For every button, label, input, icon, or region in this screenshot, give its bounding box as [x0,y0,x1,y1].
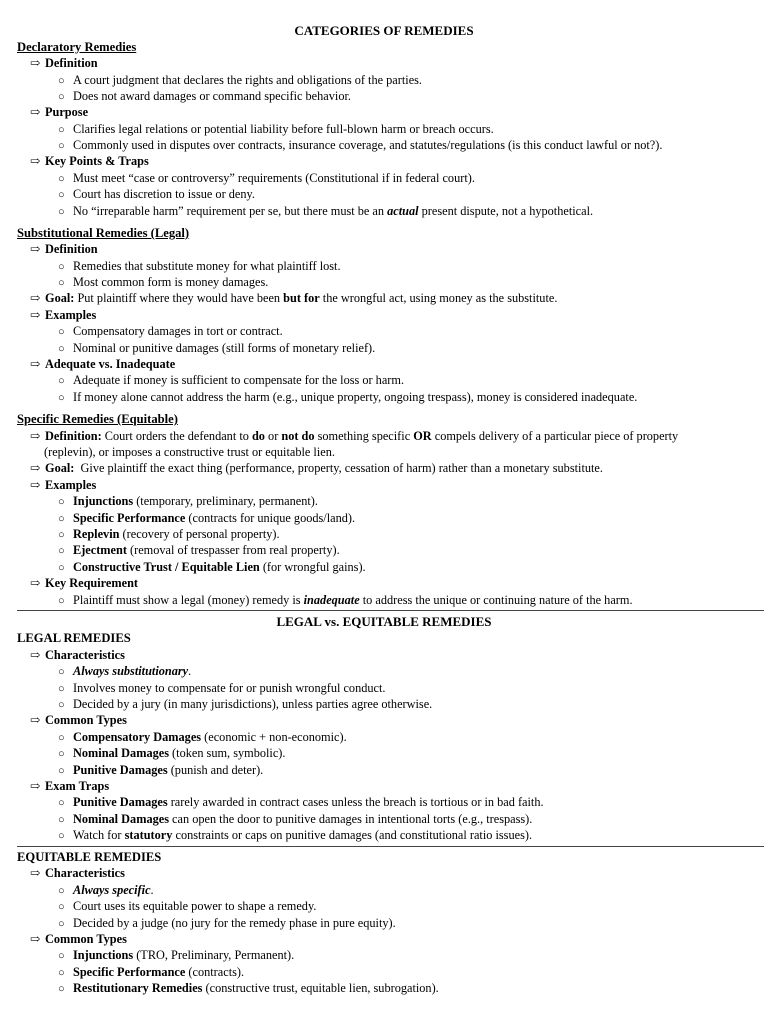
arrow-icon: ⇨ [30,105,41,119]
bullet-icon: ○ [58,666,65,678]
arrow-icon: ⇨ [30,478,41,492]
arrow-icon: ⇨ [30,461,41,475]
bullet-icon: ○ [58,830,65,842]
goal-line: ⇨ Goal: Give plaintiff the exact thing (performance, property, cessation of harm) rather than a monetary substitute. [30,461,603,475]
subheading-examples: ⇨ Examples [30,308,97,322]
bullet-icon: ○ [58,918,65,930]
section-heading-declaratory: Declaratory Remedies [17,40,137,54]
subheading-common-types: ⇨ Common Types [30,713,127,727]
list-item: ○ Always specific. [58,883,154,897]
subheading-characteristics: ⇨ Characteristics [30,648,125,662]
page-title: CATEGORIES OF REMEDIES [294,23,474,38]
bullet-icon: ○ [58,732,65,744]
section-heading-equitable: EQUITABLE REMEDIES [17,850,162,864]
bullet-icon: ○ [58,765,65,777]
list-item: ○ Does not award damages or command specific behavior. [58,89,351,103]
divider [17,610,764,611]
definition-line: ⇨ Definition: Court orders the defendant to do or not do something specific OR compels delivery of a particular piece of property [30,429,679,443]
list-item: ○ No “irreparable harm” requirement per se, but there must be an actual present dispute, not a hypothetical. [58,204,594,218]
arrow-icon: ⇨ [30,56,41,70]
bullet-icon: ○ [58,885,65,897]
bullet-icon: ○ [58,277,65,289]
subheading-purpose: ⇨ Purpose [30,105,89,119]
bullet-icon: ○ [58,699,65,711]
section-heading-specific: Specific Remedies (Equitable) [17,412,178,426]
list-item: ○ Plaintiff must show a legal (money) remedy is inadequate to address the unique or continuing nature of the harm. [58,593,633,607]
bullet-icon: ○ [58,901,65,913]
list-item: ○ Court uses its equitable power to shape a remedy. [58,899,317,913]
list-item: ○ Must meet “case or controversy” requirements (Constitutional if in federal court). [58,171,475,185]
definition-continuation: (replevin), or imposes a constructive trust or equitable lien. [44,445,335,459]
list-item: ○ A court judgment that declares the rights and obligations of the parties. [58,73,423,87]
list-item: ○ Compensatory Damages (economic + non-economic). [58,730,347,744]
list-item: ○ Ejectment (removal of trespasser from real property). [58,543,340,557]
list-item: ○ If money alone cannot address the harm (e.g., unique property, ongoing trespass), money is considered inadequate. [58,390,638,404]
list-item: ○ Watch for statutory constraints or caps on punitive damages (and constitutional ratio issues). [58,828,533,842]
bullet-icon: ○ [58,983,65,995]
goal-line: ⇨ Goal: Put plaintiff where they would have been but for the wrongful act, using money as the substitute. [30,291,558,305]
bullet-icon: ○ [58,529,65,541]
section-heading-substitutional: Substitutional Remedies (Legal) [17,226,190,240]
list-item: ○ Injunctions (temporary, preliminary, permanent). [58,494,318,508]
subheading-key-points: ⇨ Key Points & Traps [30,154,149,168]
arrow-icon: ⇨ [30,866,41,880]
bullet-icon: ○ [58,545,65,557]
bullet-icon: ○ [58,140,65,152]
arrow-icon: ⇨ [30,576,41,590]
bullet-icon: ○ [58,683,65,695]
list-item: ○ Nominal or punitive damages (still forms of monetary relief). [58,341,376,355]
subheading-definition: ⇨ Definition [30,242,98,256]
arrow-icon: ⇨ [30,429,41,443]
section-title-legal-vs-equitable: LEGAL vs. EQUITABLE REMEDIES [276,614,492,629]
bullet-icon: ○ [58,91,65,103]
list-item: ○ Involves money to compensate for or punish wrongful conduct. [58,681,386,695]
bullet-icon: ○ [58,950,65,962]
list-item: ○ Court has discretion to issue or deny. [58,187,255,201]
bullet-icon: ○ [58,748,65,760]
bullet-icon: ○ [58,375,65,387]
list-item: ○ Nominal Damages (token sum, symbolic). [58,746,286,760]
arrow-icon: ⇨ [30,779,41,793]
subheading-characteristics: ⇨ Characteristics [30,866,125,880]
bullet-icon: ○ [58,814,65,826]
list-item: ○ Specific Performance (contracts for unique goods/land). [58,511,356,525]
list-item: ○ Most common form is money damages. [58,275,269,289]
bullet-icon: ○ [58,595,65,607]
list-item: ○ Clarifies legal relations or potential liability before full-blown harm or breach occurs. [58,122,494,136]
arrow-icon: ⇨ [30,291,41,305]
list-item: ○ Commonly used in disputes over contracts, insurance coverage, and statutes/regulations (is this conduct lawful or not?). [58,138,663,152]
bullet-icon: ○ [58,173,65,185]
list-item: ○ Decided by a judge (no jury for the remedy phase in pure equity). [58,916,396,930]
bullet-icon: ○ [58,513,65,525]
bullet-icon: ○ [58,562,65,574]
list-item: ○ Injunctions (TRO, Preliminary, Permanent). [58,948,295,962]
bullet-icon: ○ [58,326,65,338]
list-item: ○ Nominal Damages can open the door to punitive damages in intentional torts (e.g., trespass). [58,812,533,826]
arrow-icon: ⇨ [30,932,41,946]
list-item: ○ Decided by a jury (in many jurisdictions), unless parties agree otherwise. [58,697,433,711]
subheading-examples: ⇨ Examples [30,478,97,492]
bullet-icon: ○ [58,261,65,273]
bullet-icon: ○ [58,496,65,508]
bullet-icon: ○ [58,124,65,136]
bullet-icon: ○ [58,392,65,404]
bullet-icon: ○ [58,967,65,979]
list-item: ○ Remedies that substitute money for what plaintiff lost. [58,259,341,273]
bullet-icon: ○ [58,189,65,201]
subheading-key-requirement: ⇨ Key Requirement [30,576,139,590]
bullet-icon: ○ [58,75,65,87]
list-item: ○ Punitive Damages (punish and deter). [58,763,264,777]
list-item: ○ Always substitutionary. [58,664,192,678]
arrow-icon: ⇨ [30,242,41,256]
bullet-icon: ○ [58,206,65,218]
subheading-common-types: ⇨ Common Types [30,932,127,946]
section-heading-legal: LEGAL REMEDIES [17,631,131,645]
list-item: ○ Compensatory damages in tort or contract. [58,324,283,338]
bullet-icon: ○ [58,343,65,355]
list-item: ○ Punitive Damages rarely awarded in contract cases unless the breach is tortious or in bad faith. [58,795,544,809]
list-item: ○ Adequate if money is sufficient to compensate for the loss or harm. [58,373,405,387]
divider [17,846,764,847]
bullet-icon: ○ [58,797,65,809]
arrow-icon: ⇨ [30,357,41,371]
list-item: ○ Constructive Trust / Equitable Lien (for wrongful gains). [58,560,366,574]
subheading-definition: ⇨ Definition [30,56,98,70]
arrow-icon: ⇨ [30,308,41,322]
subheading-exam-traps: ⇨ Exam Traps [30,779,110,793]
list-item: ○ Replevin (recovery of personal property). [58,527,280,541]
arrow-icon: ⇨ [30,648,41,662]
list-item: ○ Specific Performance (contracts). [58,965,245,979]
list-item: ○ Restitutionary Remedies (constructive trust, equitable lien, subrogation). [58,981,439,995]
subheading-adequate: ⇨ Adequate vs. Inadequate [30,357,176,371]
arrow-icon: ⇨ [30,154,41,168]
arrow-icon: ⇨ [30,713,41,727]
